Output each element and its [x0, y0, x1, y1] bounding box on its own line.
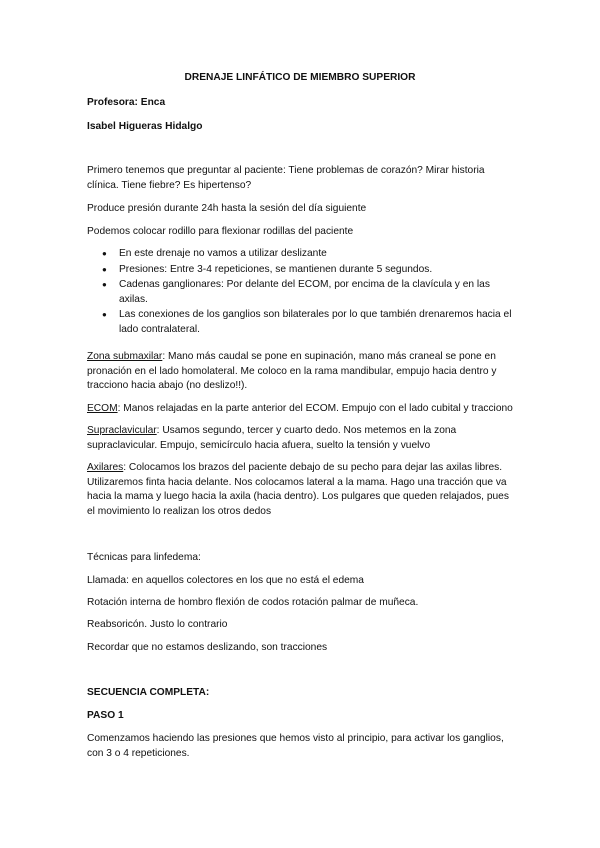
- technique-llamada: Llamada: en aquellos colectores en los que no está el edema: [87, 575, 364, 586]
- ecom-paragraph: [87, 402, 519, 417]
- ecom-text: : Manos relajadas en la parte anterior del ECOM. Empujo con el lado cubital y tracciono: [117, 403, 513, 414]
- technique-reabsorcion: Reabsoricón. Justo lo contrario: [87, 619, 228, 630]
- document-title: DRENAJE LINFÁTICO DE MIEMBRO SUPERIOR: [184, 72, 416, 83]
- key-points-list: [87, 247, 519, 339]
- axilares-label: Axilares: [87, 462, 124, 473]
- ecom-label: ECOM: [87, 403, 118, 414]
- step1-paragraph: Comenzamos haciendo las presiones que hemos visto al principio, para activar los ganglios, con 3 o 4 repeticiones.: [87, 733, 504, 759]
- supraclavicular-label: Supraclavicular: [87, 425, 157, 436]
- submaxilar-paragraph: [87, 350, 519, 394]
- list-item: ● En este drenaje no vamos a utilizar deslizante: [87, 247, 519, 262]
- intro-paragraph: Primero tenemos que preguntar al paciente: Tiene problemas de corazón? Mirar historia clínica. Tiene fiebre? Es hipertenso?: [87, 165, 485, 191]
- axilares-paragraph: [87, 461, 519, 519]
- list-item: ● Presiones: Entre 3-4 repeticiones, se mantienen durante 5 segundos.: [87, 263, 519, 278]
- technique-recordar: Recordar que no estamos deslizando, son tracciones: [87, 642, 328, 653]
- technique-rotacion: Rotación interna de hombro flexión de codos rotación palmar de muñeca.: [87, 597, 419, 608]
- pressure-note: Produce presión durante 24h hasta la sesión del día siguiente: [87, 203, 367, 214]
- submaxilar-text: : Mano más caudal se pone en supinación, mano más craneal se pone en pronación en el lado homolateral. Me coloco en la rama mandibular, empujo hacia dentro y tracciono hacia abajo (no deslizo!!).: [87, 351, 497, 392]
- list-item: ● Las conexiones de los ganglios son bilaterales por lo que también drenaremos hacia el lado contralateral.: [87, 308, 519, 337]
- supraclavicular-text: : Usamos segundo, tercer y cuarto dedo. Nos metemos en la zona supraclavicular. Empujo, semicírculo hacia afuera, suelto la tensión y vuelvo: [87, 425, 457, 451]
- techniques-heading: Técnicas para linfedema:: [87, 552, 201, 563]
- sequence-heading: SECUENCIA COMPLETA:: [87, 687, 210, 698]
- author-line: Isabel Higueras Hidalgo: [87, 121, 203, 132]
- supraclavicular-paragraph: [87, 424, 519, 453]
- submaxilar-label: Zona submaxilar: [87, 351, 163, 362]
- list-item: ● Cadenas ganglionares: Por delante del ECOM, por encima de la clavícula y en las axilas.: [87, 278, 519, 307]
- axilares-text: : Colocamos los brazos del paciente debajo de su pecho para dejar las axilas libres. Utilizaremos finta hacia delante. Nos colocamos lateral a la mama. Hago una tracción que va hacia la mama y luego hacia la axila (hacia dentro). Los pulgares que queden relajados, pues el movimiento lo realizan los otros dedos: [87, 462, 509, 517]
- professor-line: Profesora: Enca: [87, 97, 166, 108]
- pillow-note: Podemos colocar rodillo para flexionar rodillas del paciente: [87, 226, 354, 237]
- step1-heading: PASO 1: [87, 710, 124, 721]
